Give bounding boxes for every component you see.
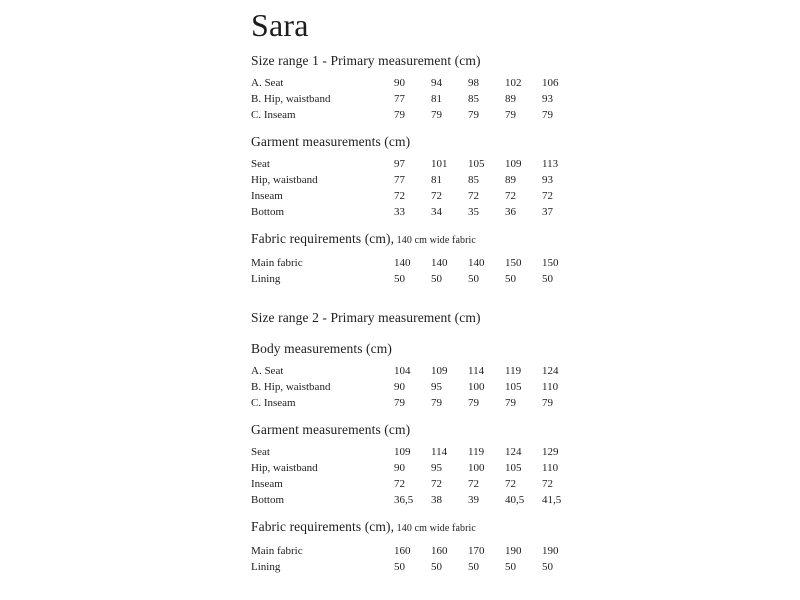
row-value: 90 <box>394 381 405 393</box>
row-value: 190 <box>542 545 559 557</box>
section <box>251 423 581 508</box>
row-value: 109 <box>505 158 522 170</box>
row-value: 100 <box>468 381 485 393</box>
row-value: 124 <box>505 446 522 458</box>
row-value: 36 <box>505 206 516 218</box>
row-label: B. Hip, waistband <box>251 93 331 105</box>
row-value: 110 <box>542 462 559 474</box>
table-row <box>251 379 581 395</box>
table-row <box>251 75 581 91</box>
row-label: Lining <box>251 561 281 573</box>
row-label: Bottom <box>251 494 285 506</box>
row-label: Lining <box>251 273 281 285</box>
row-value: 50 <box>468 273 479 285</box>
row-value: 113 <box>542 158 559 170</box>
row-value: 170 <box>468 545 485 557</box>
row-value: 90 <box>394 462 405 474</box>
row-value: 50 <box>505 273 516 285</box>
section-heading-suffix: 140 cm wide fabric <box>394 523 476 534</box>
page-title: Sara <box>251 7 309 43</box>
row-value: 85 <box>468 174 479 186</box>
row-value: 34 <box>431 206 442 218</box>
section-heading <box>251 135 581 149</box>
row-label: Main fabric <box>251 257 303 269</box>
table-row <box>251 91 581 107</box>
table-row <box>251 476 581 492</box>
section <box>251 135 581 220</box>
section <box>251 520 581 575</box>
table-row <box>251 460 581 476</box>
row-value: 72 <box>542 190 553 202</box>
row-value: 140 <box>394 257 411 269</box>
row-value: 41,5 <box>542 494 562 506</box>
row-value: 50 <box>542 273 553 285</box>
row-value: 72 <box>431 478 442 490</box>
row-value: 140 <box>468 257 485 269</box>
section-heading <box>251 342 581 356</box>
row-value: 89 <box>505 93 516 105</box>
row-value: 72 <box>468 190 479 202</box>
row-value: 72 <box>394 478 405 490</box>
row-label: Hip, waistband <box>251 462 318 474</box>
row-value: 109 <box>431 365 448 377</box>
row-value: 101 <box>431 158 448 170</box>
row-value: 50 <box>542 561 553 573</box>
row-value: 50 <box>468 561 479 573</box>
row-value: 114 <box>431 446 448 458</box>
row-value: 160 <box>431 545 448 557</box>
row-value: 77 <box>394 174 405 186</box>
section <box>251 54 581 123</box>
row-value: 124 <box>542 365 559 377</box>
row-value: 79 <box>468 397 479 409</box>
row-value: 79 <box>431 109 442 121</box>
row-value: 37 <box>542 206 553 218</box>
row-label: Seat <box>251 446 270 458</box>
row-value: 72 <box>394 190 405 202</box>
row-label: Bottom <box>251 206 285 218</box>
row-value: 72 <box>468 478 479 490</box>
row-value: 114 <box>468 365 485 377</box>
row-value: 94 <box>431 77 442 89</box>
sections-container <box>251 54 581 575</box>
row-value: 106 <box>542 77 559 89</box>
row-value: 140 <box>431 257 448 269</box>
table-row <box>251 172 581 188</box>
row-value: 89 <box>505 174 516 186</box>
section-heading <box>251 423 581 437</box>
table-row <box>251 255 581 271</box>
table-row <box>251 492 581 508</box>
row-value: 79 <box>542 397 553 409</box>
row-value: 160 <box>394 545 411 557</box>
row-value: 50 <box>505 561 516 573</box>
row-value: 129 <box>542 446 559 458</box>
row-value: 150 <box>542 257 559 269</box>
row-value: 38 <box>431 494 442 506</box>
row-value: 93 <box>542 93 553 105</box>
table-row <box>251 271 581 287</box>
row-label: Inseam <box>251 478 283 490</box>
row-value: 98 <box>468 77 479 89</box>
row-value: 33 <box>394 206 405 218</box>
section-heading <box>251 311 581 325</box>
row-label: A. Seat <box>251 365 284 377</box>
row-value: 79 <box>431 397 442 409</box>
row-value: 95 <box>431 381 442 393</box>
row-value: 81 <box>431 174 442 186</box>
section-heading-text: Size range 2 - Primary measurement (cm) <box>251 310 481 325</box>
row-value: 105 <box>505 462 522 474</box>
row-value: 119 <box>468 446 485 458</box>
row-label: B. Hip, waistband <box>251 381 331 393</box>
row-value: 79 <box>505 109 516 121</box>
row-value: 79 <box>542 109 553 121</box>
row-value: 104 <box>394 365 411 377</box>
row-label: C. Inseam <box>251 397 296 409</box>
table-row <box>251 444 581 460</box>
row-label: C. Inseam <box>251 109 296 121</box>
section-heading-text: Fabric requirements (cm), <box>251 519 395 534</box>
table-row <box>251 107 581 123</box>
row-value: 90 <box>394 77 405 89</box>
row-value: 105 <box>468 158 485 170</box>
row-label: Main fabric <box>251 545 303 557</box>
row-value: 72 <box>431 190 442 202</box>
row-value: 109 <box>394 446 411 458</box>
section <box>251 232 581 287</box>
section <box>251 342 581 411</box>
section-heading-text: Fabric requirements (cm), <box>251 231 395 246</box>
row-value: 102 <box>505 77 522 89</box>
row-value: 79 <box>394 109 405 121</box>
row-value: 77 <box>394 93 405 105</box>
section-heading <box>251 54 581 68</box>
table-row <box>251 204 581 220</box>
row-label: Hip, waistband <box>251 174 318 186</box>
row-value: 35 <box>468 206 479 218</box>
table-row <box>251 559 581 575</box>
row-value: 190 <box>505 545 522 557</box>
table-row <box>251 395 581 411</box>
section-heading-text: Size range 1 - Primary measurement (cm) <box>251 53 481 68</box>
row-value: 79 <box>394 397 405 409</box>
row-value: 40,5 <box>505 494 525 506</box>
table-row <box>251 188 581 204</box>
section-heading-text: Garment measurements (cm) <box>251 134 411 149</box>
row-value: 72 <box>505 190 516 202</box>
row-value: 79 <box>505 397 516 409</box>
section <box>251 311 581 325</box>
section-heading-suffix: 140 cm wide fabric <box>394 235 476 246</box>
row-value: 39 <box>468 494 479 506</box>
row-value: 105 <box>505 381 522 393</box>
table-row <box>251 363 581 379</box>
row-value: 72 <box>505 478 516 490</box>
row-value: 119 <box>505 365 522 377</box>
row-label: Seat <box>251 158 270 170</box>
row-value: 150 <box>505 257 522 269</box>
row-value: 93 <box>542 174 553 186</box>
row-label: A. Seat <box>251 77 284 89</box>
table-row <box>251 543 581 559</box>
table-row <box>251 156 581 172</box>
row-value: 110 <box>542 381 559 393</box>
row-value: 85 <box>468 93 479 105</box>
section-heading-text: Body measurements (cm) <box>251 341 392 356</box>
section-heading <box>251 520 581 536</box>
row-value: 50 <box>431 561 442 573</box>
row-value: 50 <box>394 561 405 573</box>
row-value: 100 <box>468 462 485 474</box>
section-heading <box>251 232 581 248</box>
row-value: 50 <box>431 273 442 285</box>
row-value: 79 <box>468 109 479 121</box>
row-value: 97 <box>394 158 405 170</box>
row-value: 95 <box>431 462 442 474</box>
row-value: 50 <box>394 273 405 285</box>
section-heading-text: Garment measurements (cm) <box>251 422 411 437</box>
row-value: 81 <box>431 93 442 105</box>
size-chart <box>251 8 581 587</box>
row-label: Inseam <box>251 190 283 202</box>
row-value: 36,5 <box>394 494 414 506</box>
row-value: 72 <box>542 478 553 490</box>
